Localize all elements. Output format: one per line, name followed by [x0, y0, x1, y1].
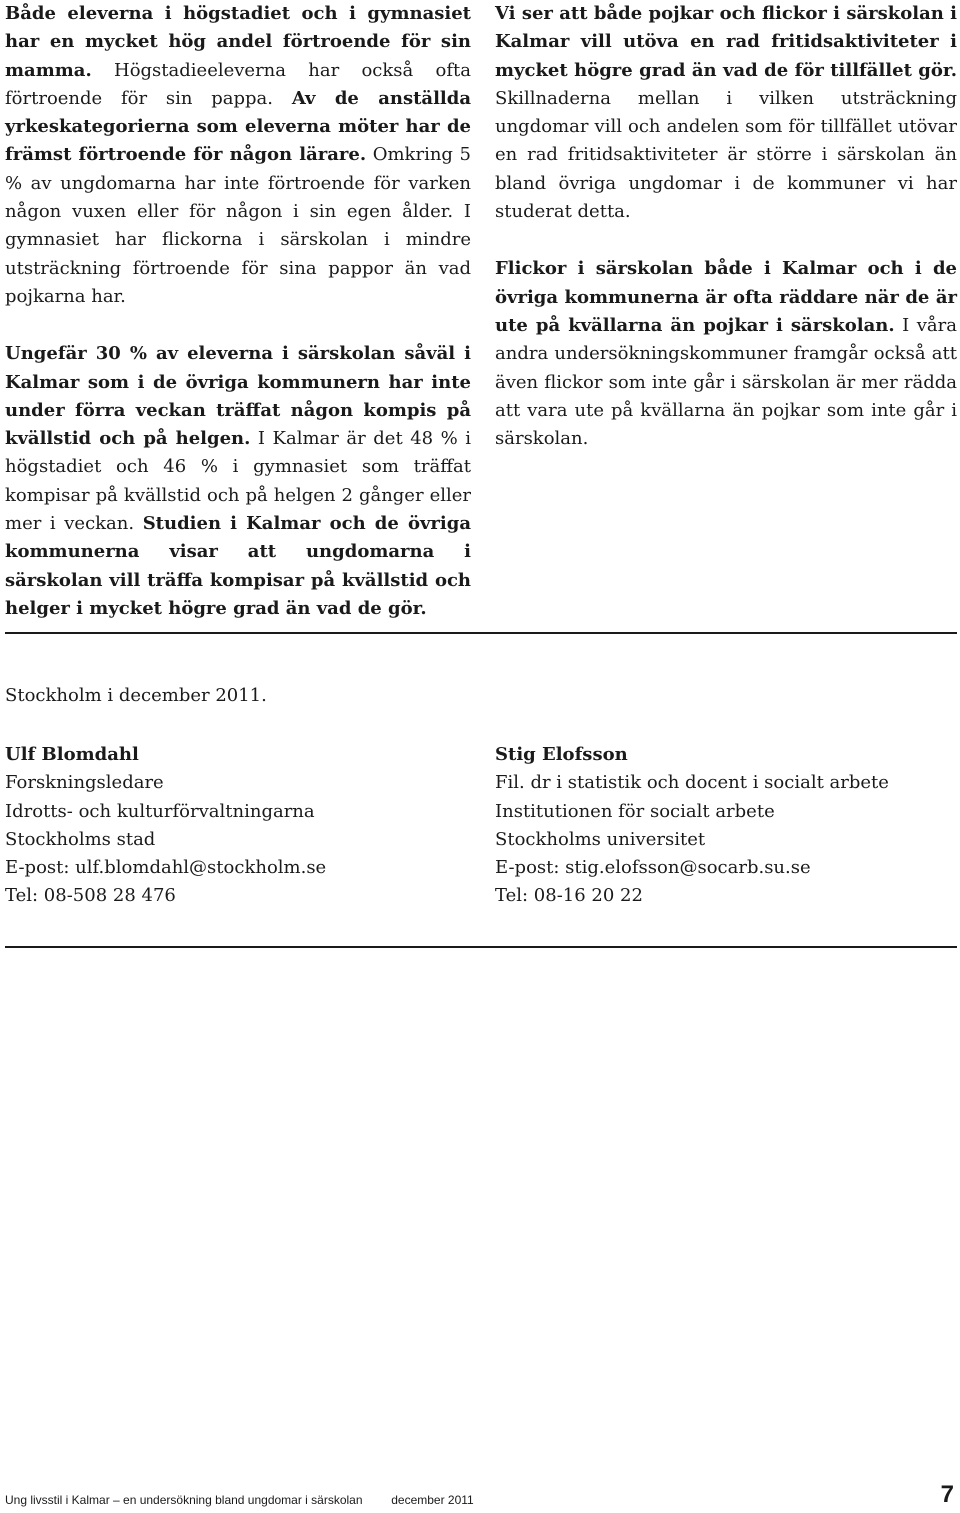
left-p1-text: Högstadieeleverna har också ofta förtroende för sin pappa. [5, 59, 471, 109]
right-p2-text: I våra andra undersökningskommuner framgår också att även flickor som inte går i särskolan är mer rädda att vara ute på kvällarna än pojkar som inte går i särskolan. [495, 314, 957, 450]
left-column [5, 0, 471, 652]
left-p2-bold2: Studien i Kalmar och de övriga kommunerna visar att ungdomarna i särskolan vill träffa kompisar på kvällstid och helger i mycket högre grad än vad de gör. [5, 513, 471, 619]
left-p1-text2: Omkring 5 % av ungdomarna har inte förtroende för varken någon vuxen eller för någon i sin egen ålder. I gymnasiet har flickorna i särskolan i mindre utsträckning förtroende för sina pappor än vad pojkarna har. [5, 144, 472, 307]
left-p2-bold: Ungefär 30 % av eleverna i särskolan såväl i Kalmar som i de övriga kommunern har inte under förra veckan träffat någon kompis på kvällstid och på helgen. [5, 343, 471, 450]
author-1-email[interactable]: E-post: ulf.blomdahl@stockholm.se [5, 857, 327, 879]
author-1-block [5, 741, 326, 911]
left-paragraph-1 [5, 0, 471, 311]
right-p1-bold: Vi ser att både pojkar och flickor i särskolan i Kalmar vill utöva en rad fritidsaktiviteter i mycket högre grad än vad de för tillfället gör. [495, 3, 957, 81]
author-1-phone: Tel: 08-508 28 476 [5, 885, 176, 907]
page-footer [5, 1493, 474, 1507]
right-paragraph-1 [495, 0, 957, 226]
footer-date: december 2011 [391, 1493, 474, 1507]
left-p1-bold: Både eleverna i högstadiet och i gymnasiet har en mycket hög andel förtroende för sin mamma. [5, 3, 471, 81]
left-p1-bold2: Av de anställda yrkeskategorierna som eleverna möter har de främst förtroende för någon lärare. [5, 87, 472, 166]
place-date [5, 682, 267, 710]
author-2-email[interactable]: E-post: stig.elofsson@socarb.su.se [495, 857, 811, 879]
author-2-org2: Stockholms universitet [495, 828, 706, 850]
author-1-name: Ulf Blomdahl [5, 744, 139, 765]
author-2-title: Fil. dr i statistik och docent i socialt arbete [495, 772, 889, 794]
author-2-phone: Tel: 08-16 20 22 [495, 885, 643, 907]
place-date-text: Stockholm i december 2011. [5, 685, 267, 706]
right-paragraph-2 [495, 255, 957, 453]
author-2-org: Institutionen för socialt arbete [495, 800, 775, 822]
right-p2-bold: Flickor i särskolan både i Kalmar och i de övriga kommunerna är ofta räddare när de är ute på kvällarna än pojkar i särskolan. [495, 258, 957, 336]
top-divider [5, 632, 957, 634]
author-1-title: Forskningsledare [5, 772, 164, 794]
author-2-name: Stig Elofsson [495, 744, 628, 765]
page-number: 7 [940, 1481, 954, 1508]
author-1-org: Idrotts- och kulturförvaltningarna [5, 800, 315, 822]
bottom-divider [5, 946, 957, 948]
left-paragraph-2 [5, 340, 471, 623]
right-column [495, 0, 957, 482]
left-p2-text: I Kalmar är det 48 % i högstadiet och 46 % i gymnasiet som träffat kompisar på kvällstid och på helgen 2 gånger eller mer i veckan. [5, 428, 471, 535]
right-p1-text: Skillnaderna mellan i vilken utsträckning ungdomar vill och andelen som för tillfället utövar en rad fritidsaktiviteter är större i särskolan än bland övriga ungdomar i de kommuner vi har studerat detta. [495, 87, 957, 223]
author-1-org2: Stockholms stad [5, 828, 156, 850]
author-2-block [495, 741, 889, 911]
footer-title: Ung livsstil i Kalmar – en undersökning bland ungdomar i särskolan [5, 1493, 363, 1507]
